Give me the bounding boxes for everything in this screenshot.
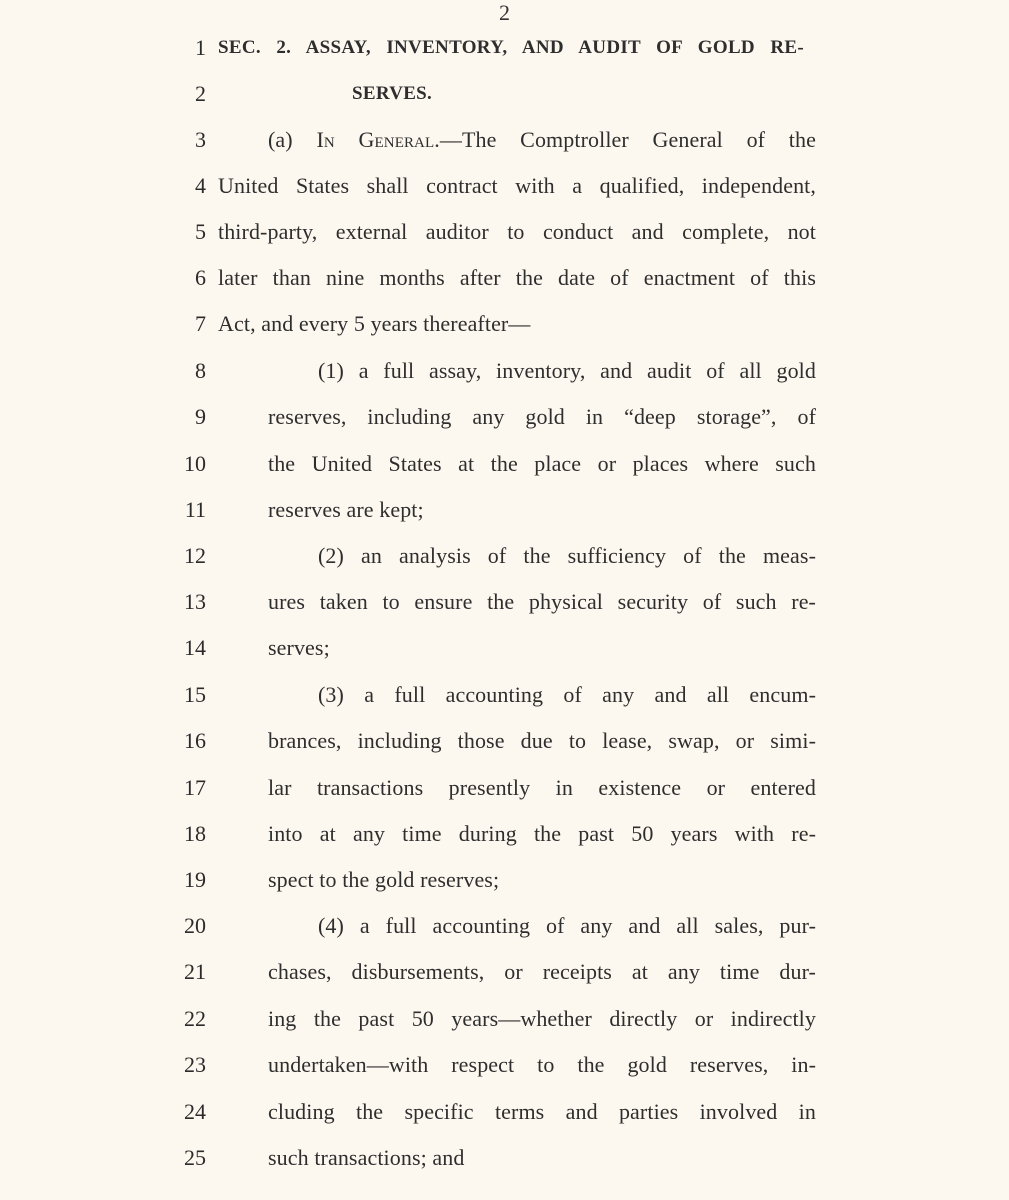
text-line: [0, 679, 1009, 711]
text-line: [0, 540, 1009, 572]
line-number: 21: [184, 959, 206, 984]
line-number: 22: [184, 1006, 206, 1031]
text-line: [0, 1142, 1009, 1174]
line-text: spect to the gold reserves;: [268, 867, 500, 892]
page-number: 2: [499, 0, 510, 25]
line-text: serves;: [268, 635, 330, 660]
line-text: the United States at the place or places where such: [268, 451, 816, 476]
line-number: 19: [184, 867, 206, 892]
text-line: [0, 216, 1009, 248]
paragraph-2-start: (2) an analysis of the sufficiency of the meas-: [318, 543, 816, 568]
line-text: Act, and every 5 years thereafter—: [218, 311, 531, 336]
line-number: 11: [184, 497, 206, 522]
text-line: [0, 772, 1009, 804]
text-line: [0, 262, 1009, 294]
line-number: 20: [184, 913, 206, 938]
subsection-text: .—The Comptroller General of the: [434, 127, 816, 152]
text-line: [0, 308, 1009, 340]
line-number: 23: [184, 1052, 206, 1077]
line-text: into at any time during the past 50 years with re-: [268, 821, 816, 846]
line-text: such transactions; and: [268, 1145, 465, 1170]
line-number: 15: [184, 682, 206, 707]
line-number: 1: [195, 35, 206, 60]
line-number: 5: [195, 219, 206, 244]
line-number: 10: [184, 451, 206, 476]
line-text: brances, including those due to lease, swap, or simi-: [268, 728, 816, 753]
line-number: 18: [184, 821, 206, 846]
text-line: [0, 1003, 1009, 1035]
subsection-title: In General: [316, 127, 435, 152]
line-number: 14: [184, 635, 206, 660]
line-number: 12: [184, 543, 206, 568]
text-line: [0, 725, 1009, 757]
section-heading: SEC. 2. ASSAY, INVENTORY, AND AUDIT OF GOLD RE-: [218, 37, 804, 58]
text-line: [0, 1049, 1009, 1081]
text-line: [0, 632, 1009, 664]
line-number: 8: [195, 358, 206, 383]
text-line: [0, 1096, 1009, 1128]
line-text: later than nine months after the date of enactment of this: [218, 265, 816, 290]
line-text: United States shall contract with a qualified, independent,: [218, 173, 816, 198]
line-text: chases, disbursements, or receipts at any time dur-: [268, 959, 816, 984]
line-number: 9: [195, 404, 206, 429]
line-number: 25: [184, 1145, 206, 1170]
text-line: [0, 78, 1009, 110]
line-number: 6: [195, 265, 206, 290]
line-number: 17: [184, 775, 206, 800]
paragraph-4-start: (4) a full accounting of any and all sales, pur-: [318, 913, 816, 938]
line-text: ing the past 50 years—whether directly or indirectly: [268, 1006, 816, 1031]
line-text: third-party, external auditor to conduct and complete, not: [218, 219, 816, 244]
line-number: 3: [195, 127, 206, 152]
text-line: [0, 494, 1009, 526]
line-number: 2: [195, 81, 206, 106]
line-number: 16: [184, 728, 206, 753]
text-line: [0, 448, 1009, 480]
line-number: 4: [195, 173, 206, 198]
subsection-label: (a): [268, 127, 317, 152]
paragraph-3-start: (3) a full accounting of any and all encum-: [318, 682, 816, 707]
line-text: ures taken to ensure the physical security of such re-: [268, 589, 816, 614]
paragraph-1-start: (1) a full assay, inventory, and audit of all gold: [318, 358, 816, 383]
subsection-a-heading: [268, 124, 816, 156]
text-line: [0, 170, 1009, 202]
text-line: [0, 864, 1009, 896]
text-line: [0, 818, 1009, 850]
line-number: 7: [195, 311, 206, 336]
text-line: [0, 956, 1009, 988]
text-line: [0, 124, 1009, 156]
line-text: reserves are kept;: [268, 497, 424, 522]
line-text: undertaken—with respect to the gold reserves, in-: [268, 1052, 816, 1077]
line-text: lar transactions presently in existence or entered: [268, 775, 816, 800]
line-number: 24: [184, 1099, 206, 1124]
line-text: reserves, including any gold in “deep storage”, of: [268, 404, 816, 429]
text-line: [0, 910, 1009, 942]
text-line: [0, 355, 1009, 387]
line-number: 13: [184, 589, 206, 614]
text-line: [0, 32, 1009, 64]
line-text: cluding the specific terms and parties involved in: [268, 1099, 816, 1124]
section-heading-continued: SERVES.: [352, 83, 433, 104]
text-line: [0, 401, 1009, 433]
text-line: [0, 586, 1009, 618]
